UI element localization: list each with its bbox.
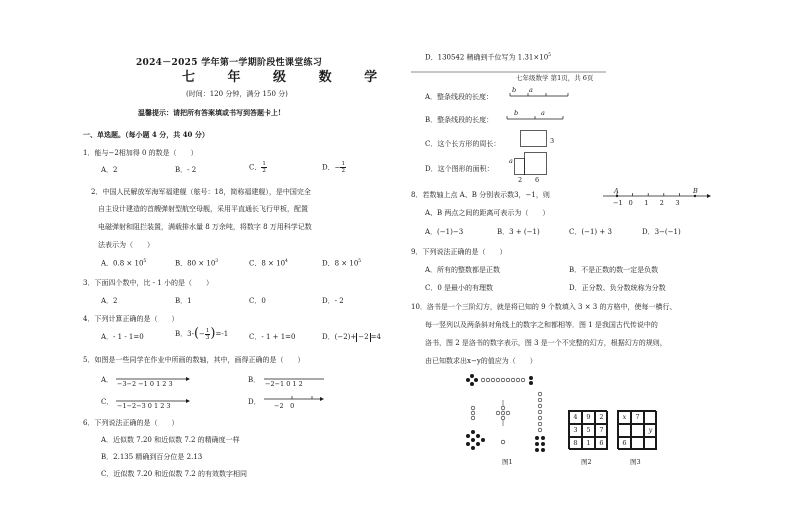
grid2-cell: 2	[595, 411, 608, 424]
q9-option-b[interactable]: B．不是正数的数一定是负数	[569, 266, 659, 274]
q8-tick-label: 0	[628, 199, 633, 207]
q1-option-d[interactable]: D．− $\frac{1}{2}$	[322, 161, 345, 174]
page-footer: 七年级数学 第1页，共 6页	[516, 74, 594, 82]
q7-segment-b-label-b: b	[514, 109, 519, 117]
q10-line-4: 由已知数求出x−y的值应为（ ）	[425, 357, 537, 365]
exam-tip: 温馨提示：请把所有答案填或书写到答题卡上!	[138, 108, 282, 117]
grid3-cell	[618, 424, 631, 437]
q6-option-c[interactable]: C．近似数 7.20 和近似数 7.2 的有效数字相同	[101, 470, 247, 478]
q2-line-4: 法表示为（ ）	[98, 241, 154, 249]
q7-area-label-6: 6	[535, 176, 540, 184]
q6-option-b[interactable]: B．2.135 精确到百分位是 2.13	[101, 453, 203, 461]
grid2-cell: 6	[595, 437, 608, 450]
q10-figure-2-grid	[568, 410, 607, 449]
q8-line-1: 8．若数轴上点 A、B 分别表示数3，−1，则	[411, 191, 550, 199]
q7-rectangle	[520, 130, 550, 150]
grid2-cell: 7	[595, 424, 608, 437]
exam-subject: 七 年 级 数 学	[182, 70, 392, 85]
q8-line-2: A、B 两点之间的距离可表示为（ ）	[425, 209, 550, 217]
q8-option-d[interactable]: D．3−(−1)	[642, 228, 681, 236]
q10-fig2-caption: 图2	[581, 458, 592, 466]
q5-axis-d-labels: −2 0	[274, 402, 295, 410]
q2-line-2: 自主设计建造的首艘弹射型航空母舰，采用平直通长飞行甲板，配置	[98, 205, 308, 213]
q7-segment-a	[508, 88, 570, 100]
grid3-cell: 7	[631, 411, 644, 424]
q8-tick-label: 1	[644, 199, 649, 207]
q6-stem: 6．下列说法正确的是（ ）	[83, 419, 179, 427]
q5-option-d[interactable]: D．	[248, 398, 261, 406]
q7-segment-a-label-a: a	[529, 86, 533, 94]
q2-line-3: 电磁弹射和阻拦装置，满载排水量 8 万余吨，将数字 8 万用科学记数	[98, 223, 312, 231]
grid3-cell	[644, 437, 657, 450]
q2-option-b[interactable]: B．$80 \times 10^3$	[175, 259, 219, 268]
q1-option-b[interactable]: B．- 2	[175, 166, 197, 174]
q3-option-a[interactable]: A．2	[101, 297, 118, 305]
q8-option-c[interactable]: C．(−1) + 3	[569, 228, 612, 236]
q8-axis-label-b: B	[693, 187, 698, 195]
q2-option-a[interactable]: A．$0.8 \times 10^5$	[101, 259, 147, 268]
q7-area-label-a: a	[509, 157, 513, 165]
grid3-cell	[631, 424, 644, 437]
q1-stem: 1．能与−2相加得 0 的数是（ ）	[83, 149, 198, 157]
q2-line-1: 2．中国人民解放军海军福建舰（舷号：18，简称福建舰），是中国完全	[91, 188, 311, 196]
q4-option-c[interactable]: C．- 1 + 1=0	[249, 333, 296, 341]
q10-fig3-caption: 图3	[630, 458, 641, 466]
q8-tick-label: 2	[659, 199, 664, 207]
q5-axis-b-labels: −2−1 0 1 2	[265, 380, 303, 388]
q5-option-a[interactable]: A．	[101, 376, 114, 384]
exam-info: (时间：120 分钟，满分 150 分)	[186, 90, 288, 98]
q8-tick-label: 3	[675, 199, 680, 207]
q8-tick-label: −1	[613, 199, 623, 207]
q4-option-b[interactable]: B．3-(− $\frac{1}{3}$ )=-1	[175, 326, 229, 341]
q4-option-d[interactable]: D．(−2)+ −2 =4	[322, 333, 381, 341]
q9-option-a[interactable]: A．所有的整数都是正数	[425, 266, 501, 274]
q10-line-1: 10．洛书是一个三阶幻方，就是将已知的 9 个数填入 3 × 3 的方格中，使每一横行、	[411, 303, 677, 311]
q7-rect-label-3: 3	[550, 137, 555, 145]
page-divider	[411, 71, 611, 75]
q9-option-d[interactable]: D．正分数、负分数统称为分数	[569, 284, 666, 292]
grid3-cell: y	[644, 424, 657, 437]
q10-fig1-caption: 图1	[502, 458, 513, 466]
q7-option-a[interactable]: A．整条线段的长度：	[425, 93, 494, 101]
q3-option-c[interactable]: C．0	[249, 297, 266, 305]
q5-axis-a-labels: −3−2 −1 0 1 2 3	[117, 380, 173, 388]
grid3-cell: 6	[618, 437, 631, 450]
section-title: 一、单选题。（每小题 4 分，共 40 分）	[83, 130, 209, 139]
q8-point-a	[616, 195, 618, 197]
q7-option-d[interactable]: D．这个图形的面积：	[425, 165, 494, 173]
q6-option-a[interactable]: A．近似数 7.20 和近似数 7.2 的精确度一样	[101, 436, 240, 444]
q7-segment-a-label-b: b	[512, 86, 517, 94]
q8-option-b[interactable]: B．3 + (−1)	[497, 228, 540, 236]
q10-line-3: 洛书，图 2 是洛书的数字表示，图 3 是一个不完整的幻方，根据幻方的规则，	[425, 339, 667, 347]
q1-option-c[interactable]: C． $\frac{1}{2}$	[249, 161, 266, 174]
q3-option-b[interactable]: B．1	[175, 297, 192, 305]
grid2-cell: 9	[582, 411, 595, 424]
q5-axis-c-labels: −1−2−3 0 1 2 3	[117, 402, 171, 410]
q7-option-c[interactable]: C．这个长方形的周长：	[425, 140, 501, 148]
q2-option-c[interactable]: C．$8 \times 10^4$	[249, 259, 288, 268]
q1-option-a[interactable]: A．2	[101, 166, 118, 174]
q10-line-2: 每一竖列以及两条斜对角线上的数字之和都相等．图 1 是我国古代传说中的	[425, 321, 658, 329]
exam-title: 2024－2025 学年第一学期阶段性课堂练习	[136, 58, 323, 68]
q9-stem: 9．下列说法正确的是（ ）	[411, 248, 507, 256]
q4-stem: 4．下列计算正确的是（ ）	[83, 315, 179, 323]
grid2-cell: 1	[582, 437, 595, 450]
q6-option-d[interactable]: D．130542 精确到千位写为 $1.31\times 10^5$	[425, 53, 552, 62]
q5-option-b[interactable]: B．	[248, 376, 261, 384]
q4-option-a[interactable]: A．- 1 - 1=0	[101, 333, 144, 341]
grid2-cell: 8	[569, 437, 582, 450]
grid3-cell	[644, 411, 657, 424]
q7-area-figure	[514, 152, 550, 178]
q9-option-c[interactable]: C．0 是最小的有理数	[425, 284, 494, 292]
q10-figure-1-luoshu	[463, 374, 563, 454]
q8-point-b	[694, 195, 696, 197]
grid3-cell	[631, 437, 644, 450]
q2-option-d[interactable]: D．$8 \times 10^5$	[322, 259, 362, 268]
q8-option-a[interactable]: A．(−1)−3	[425, 228, 464, 236]
q7-option-b[interactable]: B．整条线段的长度：	[425, 116, 494, 124]
q3-stem: 3．下面四个数中，比 - 1 小的是（ ）	[83, 279, 213, 287]
q5-stem: 5．如图是一些同学在作业中所画的数轴，其中，画得正确的是（ ）	[83, 356, 305, 364]
grid2-cell: 5	[582, 424, 595, 437]
grid2-cell: 3	[569, 424, 582, 437]
q7-area-label-2: 2	[518, 176, 523, 184]
q5-option-c[interactable]: C．	[101, 398, 114, 406]
grid3-cell: x	[618, 411, 631, 424]
grid2-cell: 4	[569, 411, 582, 424]
q10-figure-3-grid	[617, 410, 656, 449]
q8-axis-label-a: A	[614, 187, 619, 195]
q7-segment-b-label-a: a	[541, 109, 545, 117]
q3-option-d[interactable]: D．- 2	[322, 297, 344, 305]
